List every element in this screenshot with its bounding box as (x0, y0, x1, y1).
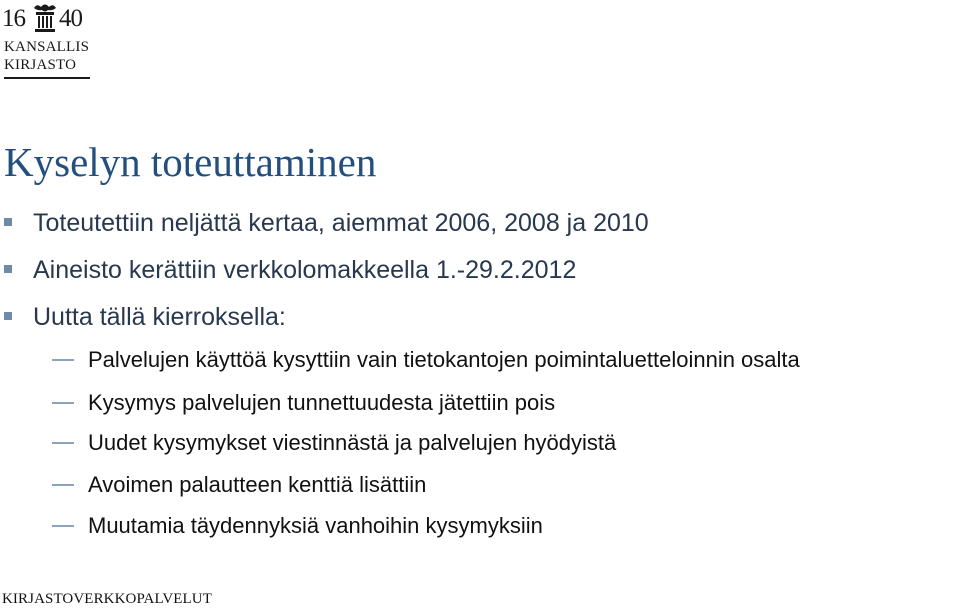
dash-bullet-icon (52, 525, 74, 527)
logo-underline (4, 77, 90, 79)
dash-bullet-icon (52, 484, 74, 486)
logo-text-kirjasto: KIRJASTO (4, 57, 77, 73)
slide-title: Kyselyn toteuttaminen (4, 139, 377, 185)
square-bullet-icon (4, 312, 12, 320)
subbullet-text: Muutamia täydennyksiä vanhoihin kysymyksiin (88, 513, 543, 538)
subbullet-text: Palvelujen käyttöä kysyttiin vain tietokantojen poimintaluetteloinnin osalta (88, 347, 800, 372)
square-bullet-icon (4, 265, 12, 273)
kansalliskirjasto-logo (2, 2, 92, 80)
dash-bullet-icon (52, 359, 74, 361)
capital-column-icon (30, 2, 60, 34)
logo-text-kansallis: KANSALLIS (4, 39, 90, 55)
logo-year (2, 2, 92, 36)
bullet-text: Uutta tällä kierroksella: (33, 303, 286, 331)
dash-bullet-icon (52, 442, 74, 444)
dash-bullet-icon (52, 402, 74, 404)
subbullet-text: Uudet kysymykset viestinnästä ja palvelujen hyödyistä (88, 430, 617, 455)
footer-text: KIRJASTOVERKKOPALVELUT (2, 591, 213, 607)
logo-year-left: 16 (2, 5, 25, 32)
logo-year-right: 40 (59, 5, 82, 32)
subbullet-text: Kysymys palvelujen tunnettuudesta jätettiin pois (88, 390, 556, 415)
square-bullet-icon (4, 218, 12, 226)
bullet-text: Aineisto kerättiin verkkolomakkeella 1.-29.2.2012 (33, 256, 577, 284)
subbullet-text: Avoimen palautteen kenttiä lisättiin (88, 472, 427, 497)
bullet-text: Toteutettiin neljättä kertaa, aiemmat 2006, 2008 ja 2010 (33, 209, 649, 237)
